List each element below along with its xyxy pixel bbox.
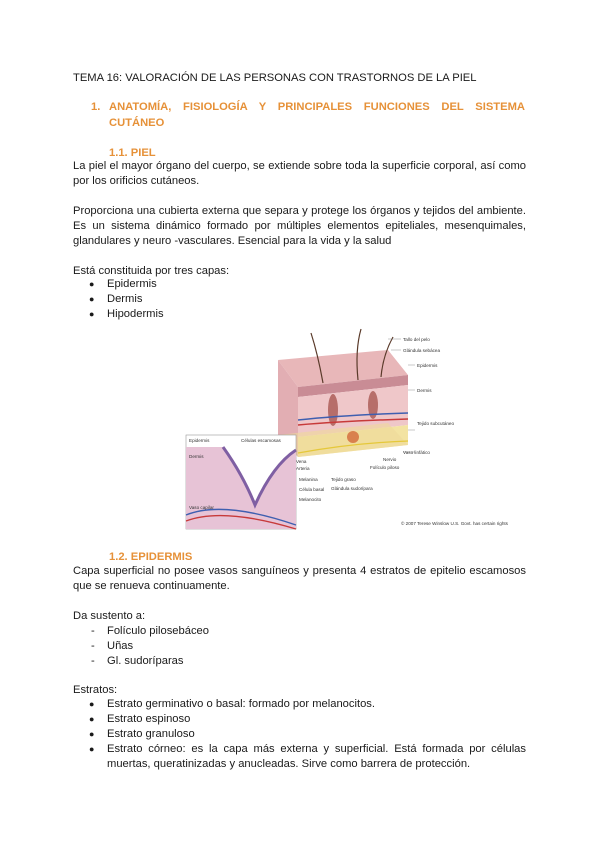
figure-label: Vaso linfático bbox=[403, 450, 430, 455]
subsection-heading-epidermis: 1.2. EPIDERMIS bbox=[109, 551, 193, 563]
figure-label: Tejido graso bbox=[331, 477, 356, 482]
list-item: ● Estrato germinativo o basal: formado por melanocitos. bbox=[73, 697, 526, 712]
figure-label: Tallo del pelo bbox=[403, 337, 430, 342]
piel-paragraph-2: Proporciona una cubierta externa que separa y protege los órganos y tejidos del ambiente. Es un sistema dinámico formado por múltiples elementos epiteliales, mesenquimales, glandulares y neuro -vasculares. Esencial para la vida y la salud bbox=[73, 205, 526, 247]
list-item: ● Hipodermis bbox=[73, 307, 164, 322]
list-item: - Folículo pilosebáceo bbox=[73, 624, 209, 639]
skin-anatomy-figure bbox=[183, 325, 508, 533]
figure-label: Folículo piloso bbox=[370, 465, 400, 470]
list-item: ● Estrato córneo: es la capa más externa y superficial. Está formada por células muertas, queratinizadas y anucleadas. Sirve como barrera de protección. bbox=[73, 742, 526, 772]
section-number: 1. bbox=[91, 101, 101, 113]
figure-label: Glándula sebácea bbox=[403, 348, 441, 353]
piel-paragraph-3: Está constituida por tres capas: bbox=[73, 265, 230, 277]
figure-label: Dermis bbox=[417, 388, 432, 393]
document-title: TEMA 16: VALORACIÓN DE LAS PERSONAS CON TRASTORNOS DE LA PIEL bbox=[73, 72, 477, 84]
estratos-list bbox=[73, 697, 526, 772]
subsection-heading-piel: 1.1. PIEL bbox=[109, 147, 156, 159]
layers-list bbox=[73, 277, 164, 322]
figure-label: Vena bbox=[296, 459, 307, 464]
figure-label: Arteria bbox=[296, 466, 310, 471]
piel-paragraph-1: La piel el mayor órgano del cuerpo, se extiende sobre toda la superficie corporal, así como por los orificios cutáneos. bbox=[73, 160, 526, 187]
figure-label: Célula basal bbox=[299, 487, 325, 492]
figure-label: Nervio bbox=[383, 457, 397, 462]
sustento-label: Da sustento a: bbox=[73, 610, 146, 622]
sustento-list bbox=[73, 624, 209, 669]
epidermis-paragraph-1: Capa superficial no posee vasos sanguíneos y presenta 4 estratos de epitelio escamosos que se renueva continuamente. bbox=[73, 565, 526, 592]
list-item: ● Estrato granuloso bbox=[73, 727, 526, 742]
figure-label: Melanina bbox=[299, 477, 318, 482]
list-item: ● Epidermis bbox=[73, 277, 164, 292]
figure-label: Melanocito bbox=[299, 497, 322, 502]
figure-label: Dermis bbox=[189, 454, 204, 459]
figure-label: Tejido subcutáneo bbox=[417, 421, 455, 426]
figure-label: Epidermis bbox=[417, 363, 438, 368]
list-item: - Gl. sudoríparas bbox=[73, 654, 209, 669]
section-title-line1: ANATOMÍA, FISIOLOGÍA Y PRINCIPALES FUNCIONES DEL SISTEMA bbox=[109, 101, 525, 113]
figure-label: Glándula sudorípara bbox=[331, 486, 373, 491]
list-item: ● Dermis bbox=[73, 292, 164, 307]
figure-label: Células escamosas bbox=[241, 438, 281, 443]
estratos-label: Estratos: bbox=[73, 684, 118, 696]
figure-label: Vaso capilar bbox=[189, 505, 214, 510]
list-item: - Uñas bbox=[73, 639, 209, 654]
list-item: ● Estrato espinoso bbox=[73, 712, 526, 727]
figure-label: Epidermis bbox=[189, 438, 210, 443]
section-title-line2: CUTÁNEO bbox=[109, 117, 165, 129]
figure-copyright: © 2007 Terese Winslow U.S. Govt. has certain rights bbox=[401, 521, 508, 526]
